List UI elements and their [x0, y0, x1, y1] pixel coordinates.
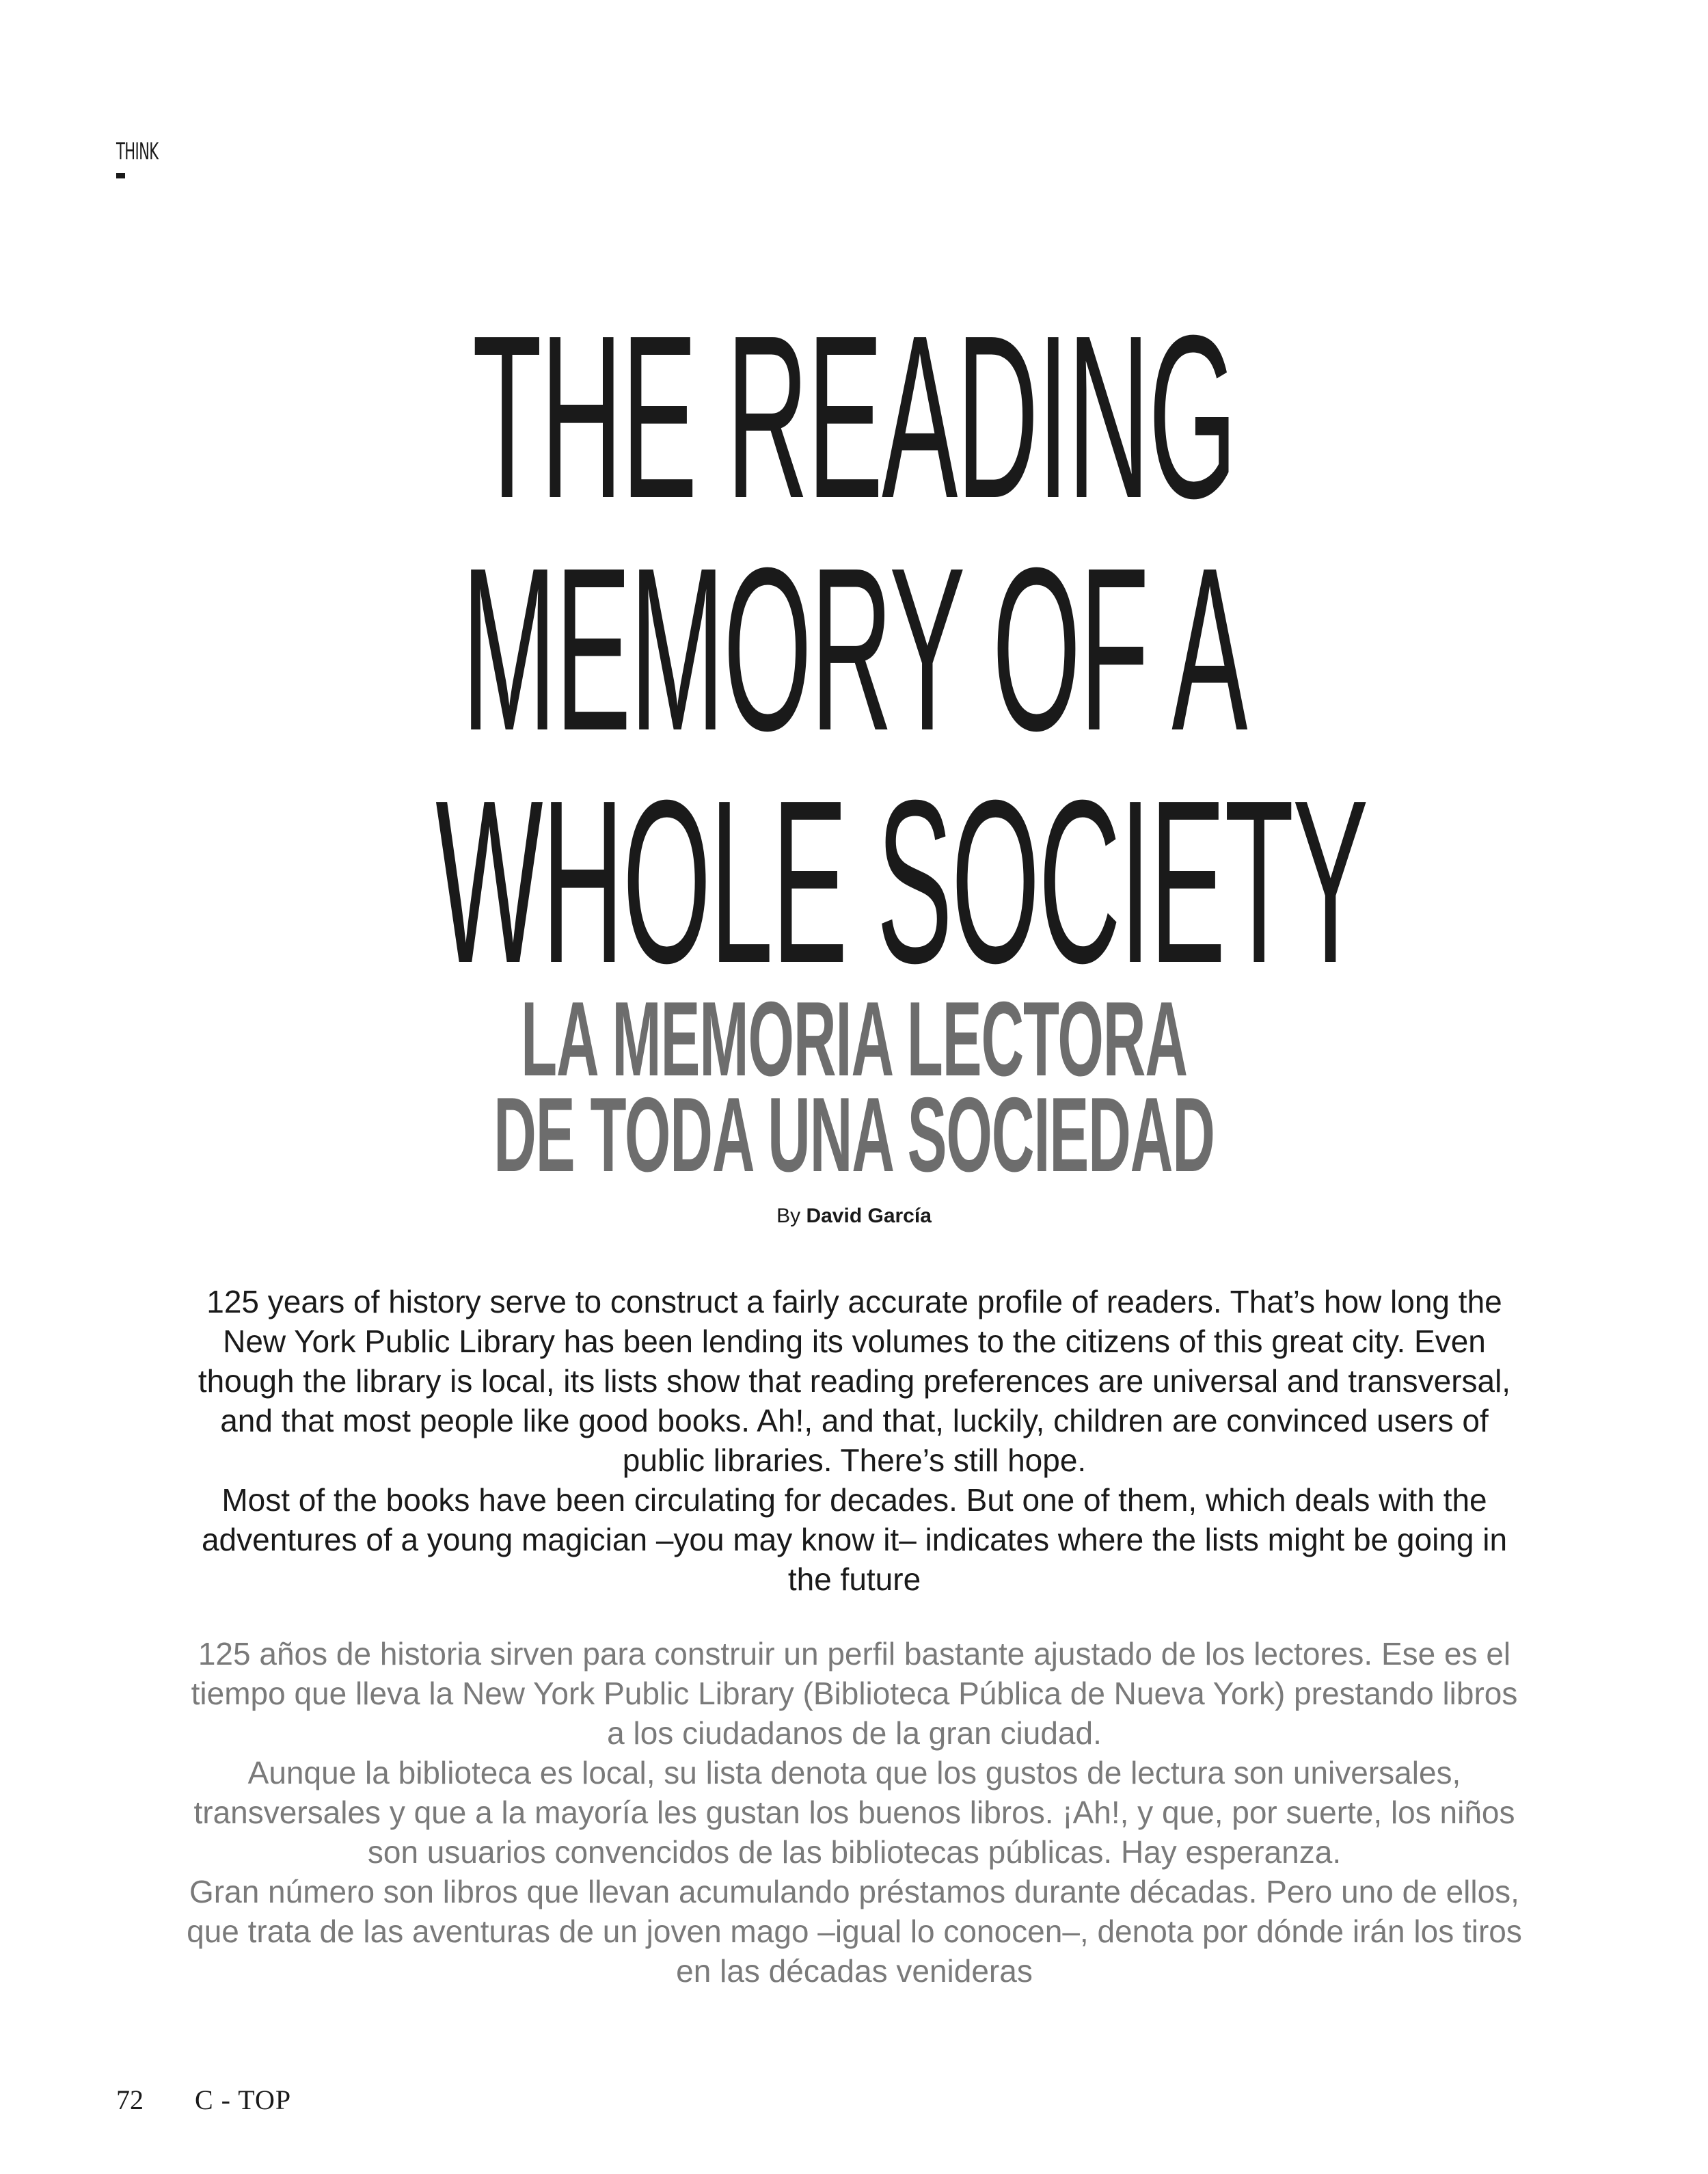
byline-prefix: By [776, 1205, 801, 1227]
page-number: 72 [116, 2084, 144, 2115]
intro-spanish-paragraph-1: 125 años de historia sirven para construir un perfil bastante ajustado de los lectores. Ese es el tiempo que lleva la New York Public Library (Biblioteca Pública de Nueva York) prestando libros a los ciudadanos de la gran ciudad. [191, 1636, 1518, 1751]
intro-spanish-paragraph-3: Gran número son libros que llevan acumulando préstamos durante décadas. Pero uno de ellos, que trata de las aventuras de un joven mago –igual lo conocen–, denota por dónde irán los tiros en las décadas venideras [187, 1874, 1522, 1989]
headline-line-3: WHOLE SOCIETY [435, 752, 1368, 1012]
headline-line-2: MEMORY OF A [461, 520, 1247, 779]
byline-author: David García [806, 1205, 932, 1227]
intro-spanish-paragraph-2: Aunque la biblioteca es local, su lista denota que los gustos de lectura son universales, transversales y que a la mayoría les gustan los buenos libros. ¡Ah!, y que, por suerte, los niños son usuarios convencidos de las bibliotecas públicas. Hay esperanza. [193, 1755, 1515, 1870]
subheadline-line-2: DE TODA UNA SOCIEDAD [493, 1075, 1215, 1194]
intro-english [185, 1282, 1524, 1599]
byline [0, 1205, 1708, 1228]
section-marker [116, 173, 125, 178]
headline [0, 287, 1708, 1012]
section-label: THINK [116, 138, 159, 165]
intro-english-paragraph-1: 125 years of history serve to construct a fairly accurate profile of readers. That’s how long the New York Public Library has been lending its volumes to the citizens of this great city. Even though the library is local, its lists show that reading preferences are universal and transversal, and that most people like good books. Ah!, and that, luckily, children are convinced users of public libraries. There’s still hope. [198, 1284, 1511, 1478]
intro-spanish [185, 1634, 1524, 1991]
subheadline [0, 980, 1708, 1194]
magazine-name: C - TOP [195, 2084, 292, 2115]
subheadline-line-1: LA MEMORIA LECTORA [521, 980, 1187, 1098]
headline-line-1: THE READING [472, 287, 1236, 547]
intro-english-paragraph-2: Most of the books have been circulating for decades. But one of them, which deals with the adventures of a young magician –you may know it– indicates where the lists might be going in the future [201, 1482, 1508, 1597]
